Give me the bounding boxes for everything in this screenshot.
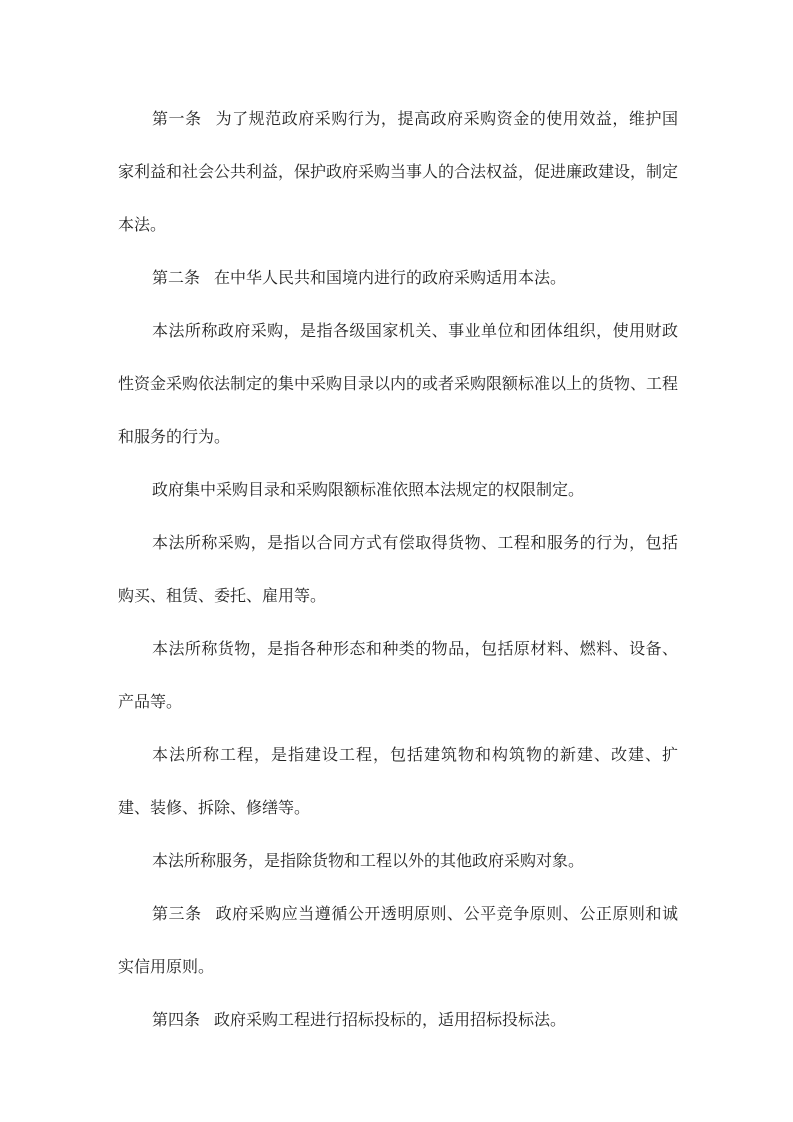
- article-number: 第二条: [152, 268, 201, 287]
- document-page: [118, 92, 678, 1046]
- paragraph-article-2: [118, 251, 678, 304]
- paragraph-definition-goods: [118, 622, 678, 728]
- paragraph-text: 政府采购应当遵循公开透明原则、公平竞争原则、公正原则和诚实信用原则。: [118, 904, 678, 976]
- article-number: 第一条: [152, 109, 202, 128]
- paragraph-text: 在中华人民共和国境内进行的政府采购适用本法。: [214, 268, 567, 287]
- paragraph-definition-purchase: [118, 516, 678, 622]
- paragraph-text: 本法所称货物，是指各种形态和种类的物品，包括原材料、燃料、设备、产品等。: [118, 639, 678, 711]
- paragraph-article-1: [118, 92, 678, 251]
- paragraph-catalog: [118, 463, 678, 516]
- paragraph-definition-works: [118, 728, 678, 834]
- paragraph-text: 本法所称工程，是指建设工程，包括建筑物和构筑物的新建、改建、扩建、装修、拆除、修缮等。: [118, 745, 678, 817]
- paragraph-text: 政府集中采购目录和采购限额标准依照本法规定的权限制定。: [152, 480, 585, 499]
- paragraph-text: 本法所称服务，是指除货物和工程以外的其他政府采购对象。: [152, 851, 585, 870]
- article-number: 第三条: [152, 904, 202, 923]
- article-number: 第四条: [152, 1010, 201, 1029]
- paragraph-definition-services: [118, 834, 678, 887]
- paragraph-article-4: [118, 993, 678, 1046]
- paragraph-article-3: [118, 887, 678, 993]
- paragraph-definition-procurement: [118, 304, 678, 463]
- paragraph-text: 政府采购工程进行招标投标的，适用招标投标法。: [214, 1010, 567, 1029]
- paragraph-text: 为了规范政府采购行为，提高政府采购资金的使用效益，维护国家利益和社会公共利益，保护政府采购当事人的合法权益，促进廉政建设，制定本法。: [118, 109, 679, 234]
- paragraph-text: 本法所称采购，是指以合同方式有偿取得货物、工程和服务的行为，包括购买、租赁、委托、雇用等。: [118, 533, 678, 605]
- paragraph-text: 本法所称政府采购，是指各级国家机关、事业单位和团体组织，使用财政性资金采购依法制定的集中采购目录以内的或者采购限额标准以上的货物、工程和服务的行为。: [118, 321, 679, 446]
